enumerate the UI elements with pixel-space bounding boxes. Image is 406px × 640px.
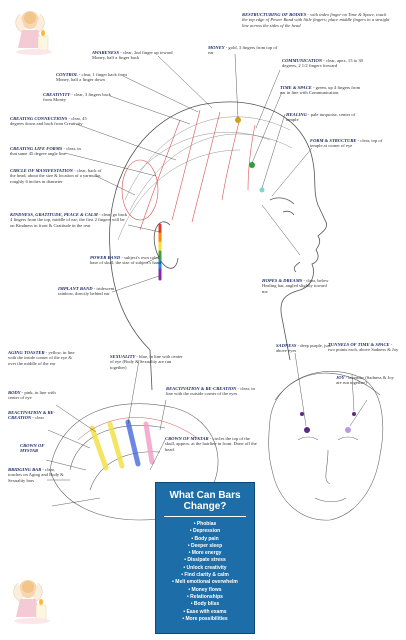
label-communication xyxy=(282,58,367,69)
label-title: AGING TOASTER xyxy=(8,350,45,355)
label-title: TIME & SPACE xyxy=(280,85,312,90)
label-title: SADNESS xyxy=(276,343,297,348)
leader-lines-bottom-right xyxy=(295,353,367,426)
label-title: FORM & STRUCTURE xyxy=(310,138,357,143)
label-tunnels xyxy=(328,342,400,353)
label-title: REACTIVATION & RE-CREATION xyxy=(166,386,237,391)
face-front-drawing xyxy=(269,371,383,520)
box-list xyxy=(156,521,254,623)
label-title: REACTIVATION & RE-CREATION xyxy=(8,410,56,421)
label-title: JOY xyxy=(336,375,345,380)
label-desc: - gold, 3 fingers from top of ear xyxy=(208,45,278,56)
box-list-item: • Find clarity & calm xyxy=(181,572,229,579)
label-hopes-dreams xyxy=(262,278,332,294)
label-title: BRIDGING BAR xyxy=(8,467,42,472)
tunnel-point-left xyxy=(300,412,304,416)
label-body xyxy=(8,390,68,401)
label-creating-connections xyxy=(10,116,90,127)
box-list-item: • Body pain xyxy=(191,535,219,542)
label-desc: - green, up 4 fingers from ear in line with Communication xyxy=(280,85,361,96)
label-desc: - clear xyxy=(31,415,44,421)
side-head-hair xyxy=(118,117,292,240)
joy-point xyxy=(345,427,351,433)
label-creativity xyxy=(43,92,113,103)
tunnel-point-right xyxy=(352,412,356,416)
label-title: BODY xyxy=(8,390,21,395)
label-title: KINDNESS, GRATITUDE, PEACE & CALM xyxy=(10,212,98,217)
label-desc: - clear, in that same 45 degree angle line xyxy=(10,146,81,157)
label-desc: - blue, in line with center of eye (Body & Sexuality are run together) xyxy=(110,354,183,370)
box-list-item: • Depression xyxy=(189,528,221,535)
label-title: CREATING LIFE FORMS xyxy=(10,146,63,151)
box-title: What Can Bars Change? xyxy=(169,490,241,512)
label-reactivation-box xyxy=(166,386,256,397)
box-list-item: • Deeper sleep xyxy=(187,542,223,549)
label-title: CREATING CONNECTIONS xyxy=(10,116,68,121)
box-list-item: • Body bliss xyxy=(190,601,220,608)
sadness-point xyxy=(304,427,310,433)
box-divider xyxy=(164,516,246,517)
label-desc: - subject's own color, base of skull, the size of subject's hand xyxy=(90,255,162,266)
label-desc: - with index finger on Time & Space, touch the top edge of Power Band with little fingers; place middle fingers in a straight line across the sides of the head xyxy=(242,12,390,28)
label-kindness xyxy=(10,212,130,228)
label-title: CREATIVITY xyxy=(43,92,71,97)
label-desc: - two points each, above Sadness & Joy xyxy=(328,342,399,353)
label-creating-life-forms xyxy=(10,146,85,157)
healing-point xyxy=(260,188,265,193)
label-title: CONTROL xyxy=(56,72,78,77)
label-title: CROWN OF MYSTAR xyxy=(165,436,209,441)
what-can-bars-change-box xyxy=(155,482,255,634)
label-joy xyxy=(336,375,398,386)
label-power-band xyxy=(90,255,162,266)
label-title: HEALING xyxy=(286,112,307,117)
angel-icon-bottom xyxy=(14,580,50,624)
label-aging-toaster xyxy=(8,350,80,366)
label-title: COMMUNICATION xyxy=(282,58,323,63)
label-desc: - clear, apex, 15 to 30 degrees, 2 1/2 fingers forward xyxy=(282,58,363,69)
label-title: RESTRUCTURING OF BODIES xyxy=(242,12,307,17)
label-title: TUNNELS OF TIME & SPACE xyxy=(328,342,390,347)
label-title: CIRCLE OF MANIFESTATION xyxy=(10,168,73,173)
label-desc: - deep purple, just above eyes xyxy=(276,343,331,354)
label-desc: - clear, top of temple at corner of eye xyxy=(310,138,383,149)
label-control xyxy=(56,72,132,83)
label-desc: - yellow, in line with the inside corner of the eye & over the middle of the ear xyxy=(8,350,75,366)
box-list-item: • Melt emotional overwhelm xyxy=(172,579,238,586)
label-title: AWARENESS xyxy=(92,50,120,55)
label-desc: - clear, back of the head, about the size & location of a yarmulke, roughly 6 inches in diameter xyxy=(10,168,102,184)
label-sexuality xyxy=(110,354,186,370)
label-title: SEXUALITY xyxy=(110,354,136,359)
label-crown-main xyxy=(165,436,261,452)
label-title: POWER BAND xyxy=(90,255,121,260)
label-title: IMPLANT BAND xyxy=(58,286,93,291)
label-time-space xyxy=(280,85,365,96)
label-awareness xyxy=(92,50,182,61)
box-list-item: • Dissipate stress xyxy=(184,557,226,564)
label-healing xyxy=(286,112,366,123)
box-list-item: • More energy xyxy=(188,550,222,557)
box-list-item: • Money flows xyxy=(188,586,222,593)
label-money xyxy=(208,45,283,56)
label-desc: - pink, in line with center of eye xyxy=(8,390,56,401)
label-implant-band xyxy=(58,286,130,297)
label-title: HOPES & DREAMS xyxy=(262,278,303,283)
label-restructuring xyxy=(242,12,392,28)
label-bridging xyxy=(8,467,70,483)
label-desc: - clear, touches on Aging and Body & Sexuality bars xyxy=(8,467,64,483)
label-desc: - clear, below Healing bar, angled slightly toward me xyxy=(262,278,329,294)
label-title: CROWN OF MYSTAR xyxy=(20,443,45,454)
box-list-item: • Unlock creativity xyxy=(183,564,227,571)
label-desc: - iridescent rainbow, directly behind ear xyxy=(58,286,115,297)
label-form-structure xyxy=(310,138,390,149)
label-desc: - clear, 2nd finger up toward Money, half a finger back xyxy=(92,50,173,61)
label-desc: - circles the top of the skull, approx. at the hairline in front. Done off the head. xyxy=(165,436,257,452)
box-list-item: • More possibilities xyxy=(182,615,228,622)
label-desc: - pale turquoise, center of temple xyxy=(286,112,356,123)
box-list-item: • Ease with exams xyxy=(183,608,227,615)
label-desc: - clear, in line with the outside corner of the eyes xyxy=(166,386,255,397)
label-crown-left xyxy=(20,443,60,454)
label-desc: - lavender (Sadness & Joy are run together) xyxy=(336,375,394,386)
label-desc: - clear, 1 finger back from Money, half a finger down xyxy=(56,72,127,83)
label-desc: - clear, 3 fingers back from Money xyxy=(43,92,111,103)
label-circle-manifestation xyxy=(10,168,102,184)
label-title: MONEY xyxy=(208,45,225,50)
label-desc: - clear, go back 4 fingers from the top, middle of ear; the first 2 fingers will be on Kindness in front & Gratitude in the rear xyxy=(10,212,128,228)
label-desc: - clear, 45 degrees down and back from Creativity xyxy=(10,116,87,127)
box-list-item: • Relationships xyxy=(187,593,223,600)
box-list-item: • Phobias xyxy=(193,521,217,527)
label-reactivation-left xyxy=(8,410,64,421)
